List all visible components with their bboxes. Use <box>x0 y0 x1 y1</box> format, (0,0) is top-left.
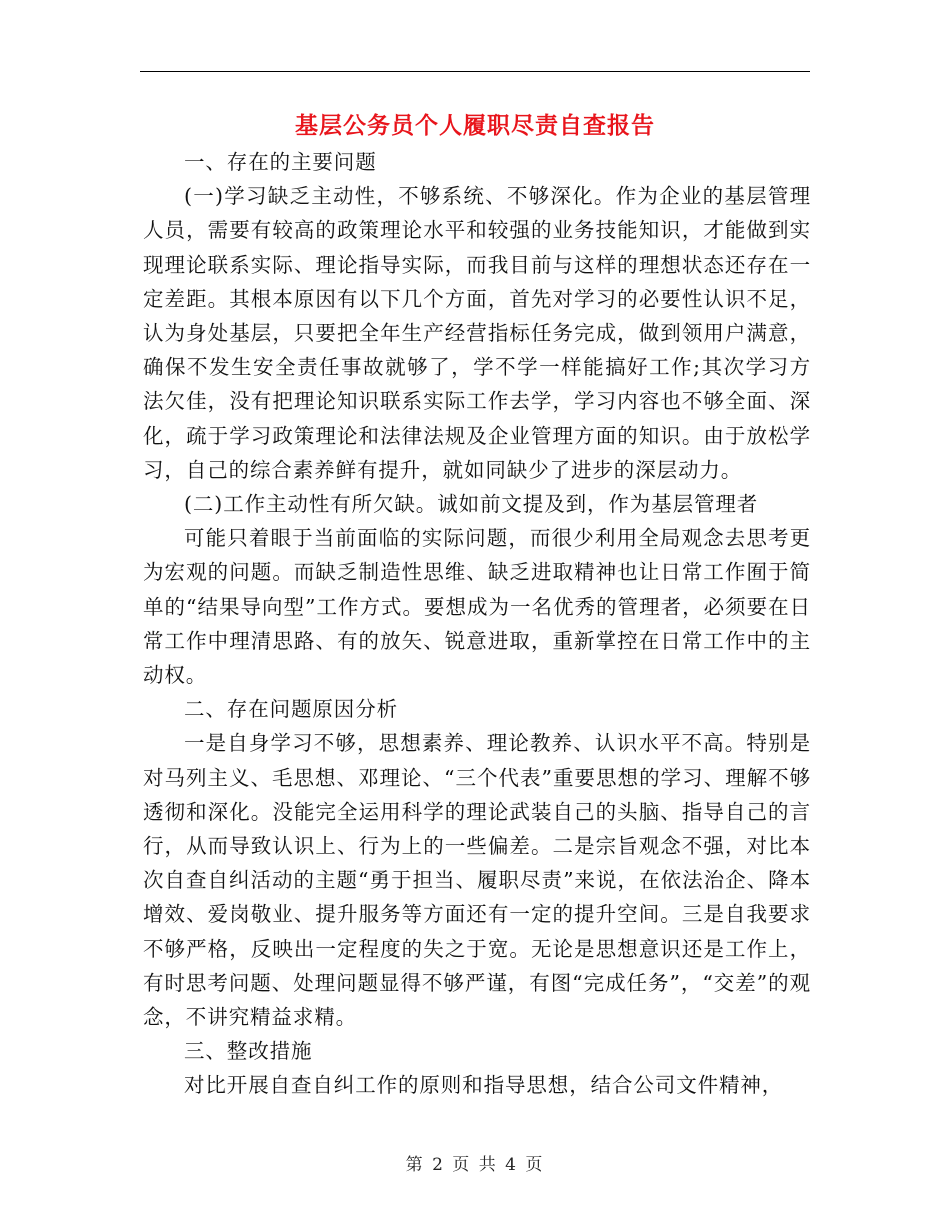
section-heading-3: 三、整改措施 <box>184 1039 313 1064</box>
paragraph-learning: (一)学习缺乏主动性，不够系统、不够深化。作为企业的基层管理人员，需要有较高的政策理论水平和较强的业务技能知识，才能做到实现理论联系实际、理论指导实际，而我目前与这样的理想状态还存在一定差距。其根本原因有以下几个方面，首先对学习的必要性认识不足，认为身处基层，只要把全年生产经营指标任务完成，做到领用户满意，确保不发生安全责任事故就够了，学不学一样能搞好工作;其次学习方法欠佳，没有把理论知识联系实际工作去学，学习内容也不够全面、深化，疏于学习政策理论和法律法规及企业管理方面的知识。由于放松学习，自己的综合素养鲜有提升，就如同缺少了进步的深层动力。 <box>143 184 811 482</box>
page-number-footer: 第 2 页 共 4 页 <box>405 1155 545 1175</box>
paragraph-initiative: (二)工作主动性有所欠缺。诚如前文提及到，作为基层管理者 <box>184 492 759 517</box>
section-heading-2: 二、存在问题原因分析 <box>184 697 398 722</box>
paragraph-measures: 对比开展自查自纠工作的原则和指导思想，结合公司文件精神， <box>184 1073 784 1098</box>
section-heading-1: 一、存在的主要问题 <box>184 150 377 174</box>
page-title: 基层公务员个人履职尽责自查报告 <box>295 112 655 139</box>
document-body <box>143 145 811 1103</box>
paragraph-initiative-cont: 可能只着眼于当前面临的实际问题，而很少利用全局观念去思考更为宏观的问题。而缺乏制造性思维、缺乏进取精神也让日常工作囿于简单的“结果导向型”工作方式。要想成为一名优秀的管理者，必须要在日常工作中理清思路、有的放矢、锐意进取，重新掌控在日常工作中的主动权。 <box>143 526 811 688</box>
header-rule <box>140 71 810 72</box>
paragraph-causes: 一是自身学习不够，思想素养、理论教养、认识水平不高。特别是对马列主义、毛思想、邓理论、“三个代表”重要思想的学习、理解不够透彻和深化。没能完全运用科学的理论武装自己的头脑、指导自己的言行，从而导致认识上、行为上的一些偏差。二是宗旨观念不强，对比本次自查自纠活动的主题“勇于担当、履职尽责”来说，在依法治企、降本增效、爱岗敬业、提升服务等方面还有一定的提升空间。三是自我要求不够严格，反映出一定程度的失之于宽。无论是思想意识还是工作上，有时思考问题、处理问题显得不够严谨，有图“完成任务”，“交差”的观念，不讲究精益求精。 <box>143 731 811 1030</box>
